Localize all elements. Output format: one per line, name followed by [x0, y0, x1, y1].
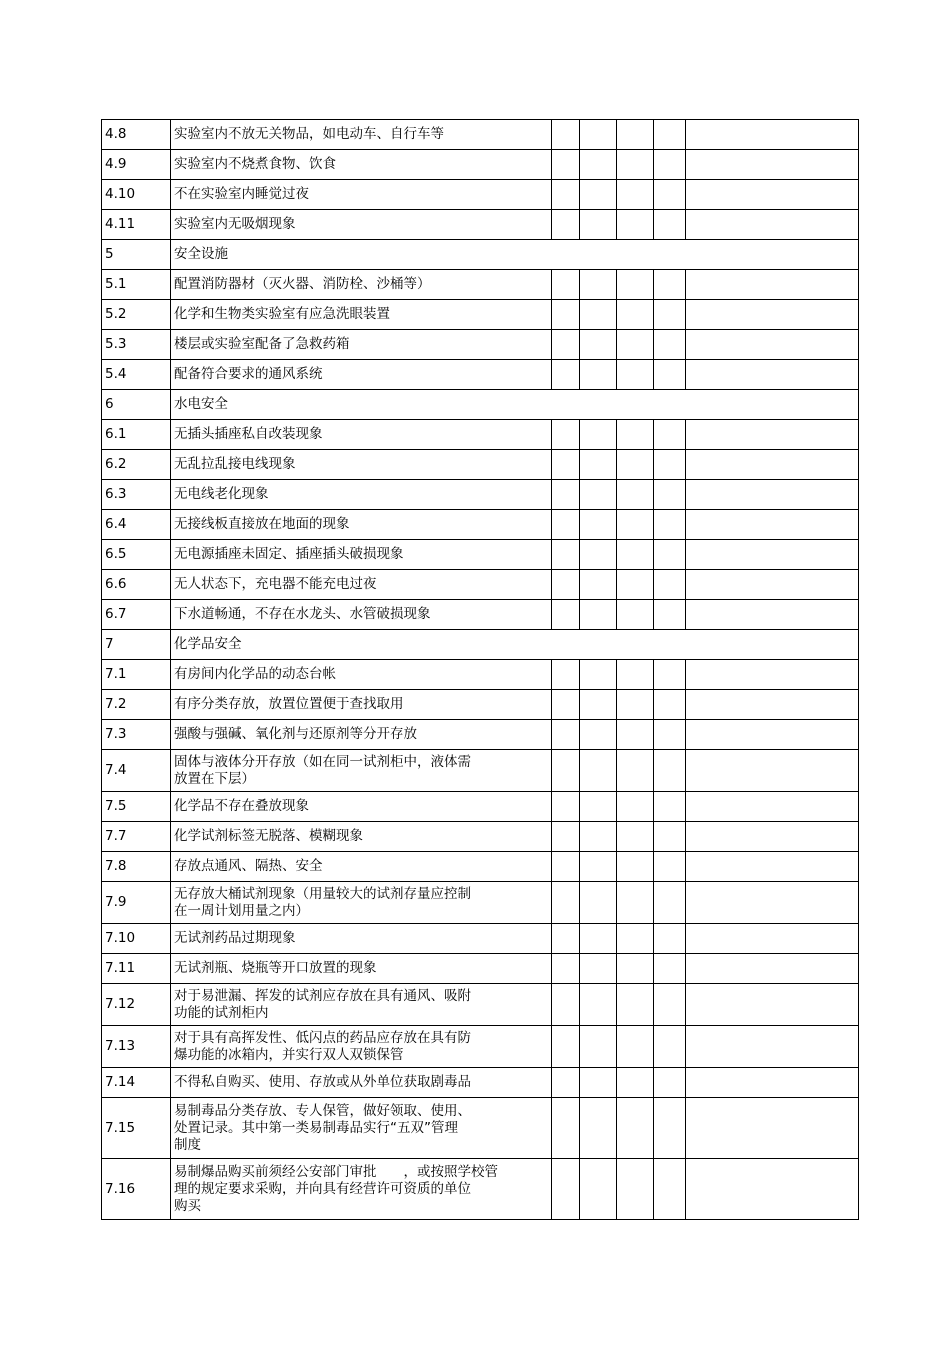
check-cell-3[interactable]: [617, 852, 654, 882]
item-description: [171, 330, 552, 360]
checklist-row: [102, 882, 859, 924]
item-description: [171, 510, 552, 540]
checklist-row: [102, 720, 859, 750]
item-number: 7.5: [102, 792, 171, 822]
item-description: [171, 570, 552, 600]
check-cell-4[interactable]: [654, 420, 686, 450]
item-text-line: 有序分类存放，放置位置便于查找取用: [174, 696, 404, 712]
item-number: 7.14: [102, 1068, 171, 1098]
checklist-row: [102, 792, 859, 822]
item-description: [171, 480, 552, 510]
check-cell-1[interactable]: [552, 210, 580, 240]
item-description: [171, 750, 552, 792]
check-cell-4[interactable]: [654, 1068, 686, 1098]
check-cell-4[interactable]: [654, 750, 686, 792]
checklist-row: [102, 750, 859, 792]
checklist-row: [102, 954, 859, 984]
item-text-line: 无电源插座未固定、插座插头破损现象: [174, 546, 404, 562]
item-text-line: 无电线老化现象: [174, 486, 269, 502]
item-text-line: 爆功能的冰箱内，并实行双人双锁保管: [174, 1046, 404, 1063]
checklist-row: [102, 690, 859, 720]
item-description: [171, 954, 552, 984]
check-cell-3[interactable]: [617, 924, 654, 954]
checklist-row: [102, 570, 859, 600]
checklist-row: [102, 660, 859, 690]
item-text-line: 功能的试剂柜内: [174, 1004, 269, 1021]
item-number: 6.4: [102, 510, 171, 540]
remarks-cell[interactable]: [686, 1026, 859, 1068]
check-cell-1[interactable]: [552, 690, 580, 720]
checklist-row: [102, 360, 859, 390]
check-cell-2[interactable]: [580, 924, 617, 954]
item-number: 5.2: [102, 300, 171, 330]
check-cell-1[interactable]: [552, 822, 580, 852]
item-number: 4.11: [102, 210, 171, 240]
checklist-rows: [102, 120, 859, 1220]
check-cell-2[interactable]: [580, 750, 617, 792]
check-cell-1[interactable]: [552, 360, 580, 390]
item-description: [171, 360, 552, 390]
item-number: 7.1: [102, 660, 171, 690]
check-cell-4[interactable]: [654, 540, 686, 570]
check-cell-1[interactable]: [552, 1098, 580, 1159]
check-cell-1[interactable]: [552, 330, 580, 360]
check-cell-3[interactable]: [617, 510, 654, 540]
check-cell-2[interactable]: [580, 1068, 617, 1098]
checklist-row: [102, 300, 859, 330]
check-cell-2[interactable]: [580, 600, 617, 630]
remarks-cell[interactable]: [686, 510, 859, 540]
check-cell-3[interactable]: [617, 120, 654, 150]
item-description: [171, 180, 552, 210]
check-cell-3[interactable]: [617, 1159, 654, 1220]
item-text-line: 对于易泄漏、挥发的试剂应存放在具有通风、吸附: [174, 987, 471, 1004]
item-description: [171, 540, 552, 570]
item-text-line: 购买: [174, 1197, 201, 1214]
remarks-cell[interactable]: [686, 882, 859, 924]
item-text-line: 对于具有高挥发性、低闪点的药品应存放在具有防: [174, 1029, 471, 1046]
check-cell-1[interactable]: [552, 792, 580, 822]
check-cell-3[interactable]: [617, 1026, 654, 1068]
check-cell-3[interactable]: [617, 300, 654, 330]
item-number: 7.4: [102, 750, 171, 792]
check-cell-4[interactable]: [654, 450, 686, 480]
section-row: [102, 630, 859, 660]
item-text-line: 固体与液体分开存放（如在同一试剂柜中，液体需: [174, 753, 471, 770]
check-cell-4[interactable]: [654, 510, 686, 540]
check-cell-3[interactable]: [617, 270, 654, 300]
check-cell-3[interactable]: [617, 882, 654, 924]
item-number: 7.16: [102, 1159, 171, 1220]
check-cell-3[interactable]: [617, 600, 654, 630]
item-number: 7.3: [102, 720, 171, 750]
check-cell-4[interactable]: [654, 1026, 686, 1068]
check-cell-2[interactable]: [580, 690, 617, 720]
item-number: 7.11: [102, 954, 171, 984]
checklist-row: [102, 330, 859, 360]
section-row: [102, 390, 859, 420]
item-number: 6.1: [102, 420, 171, 450]
check-cell-3[interactable]: [617, 540, 654, 570]
check-cell-3[interactable]: [617, 984, 654, 1026]
section-number: 6: [102, 390, 171, 420]
checklist-row: [102, 600, 859, 630]
item-number: 6.6: [102, 570, 171, 600]
remarks-cell[interactable]: [686, 1159, 859, 1220]
check-cell-2[interactable]: [580, 360, 617, 390]
item-text-line: 无存放大桶试剂现象（用量较大的试剂存量应控制: [174, 885, 471, 902]
item-number: 7.7: [102, 822, 171, 852]
item-text-line: 安全设施: [174, 246, 228, 262]
check-cell-1[interactable]: [552, 600, 580, 630]
check-cell-4[interactable]: [654, 480, 686, 510]
item-number: 4.10: [102, 180, 171, 210]
remarks-cell[interactable]: [686, 852, 859, 882]
check-cell-4[interactable]: [654, 600, 686, 630]
remarks-cell[interactable]: [686, 822, 859, 852]
remarks-cell[interactable]: [686, 1068, 859, 1098]
remarks-cell[interactable]: [686, 540, 859, 570]
checklist-row: [102, 984, 859, 1026]
item-text-line: 强酸与强碱、氧化剂与还原剂等分开存放: [174, 726, 417, 742]
check-cell-1[interactable]: [552, 270, 580, 300]
check-cell-2[interactable]: [580, 570, 617, 600]
checklist-row: [102, 270, 859, 300]
check-cell-3[interactable]: [617, 720, 654, 750]
item-description: [171, 120, 552, 150]
remarks-cell[interactable]: [686, 750, 859, 792]
check-cell-1[interactable]: [552, 510, 580, 540]
item-description: [171, 852, 552, 882]
item-text-line: 配备符合要求的通风系统: [174, 366, 323, 382]
item-text-line: 楼层或实验室配备了急救药箱: [174, 336, 350, 352]
item-text-line: 化学品不存在叠放现象: [174, 798, 309, 814]
item-description: [171, 1098, 552, 1159]
item-description: [171, 822, 552, 852]
item-text-line: 无乱拉乱接电线现象: [174, 456, 296, 472]
check-cell-1[interactable]: [552, 540, 580, 570]
check-cell-2[interactable]: [580, 852, 617, 882]
check-cell-1[interactable]: [552, 1068, 580, 1098]
check-cell-1[interactable]: [552, 720, 580, 750]
check-cell-1[interactable]: [552, 750, 580, 792]
item-number: 7.13: [102, 1026, 171, 1068]
item-text-line: 在一周计划用量之内）: [174, 902, 309, 919]
item-number: 5.3: [102, 330, 171, 360]
check-cell-1[interactable]: [552, 570, 580, 600]
checklist-row: [102, 540, 859, 570]
item-text-line: 有房间内化学品的动态台帐: [174, 666, 336, 682]
check-cell-2[interactable]: [580, 210, 617, 240]
remarks-cell[interactable]: [686, 420, 859, 450]
check-cell-4[interactable]: [654, 120, 686, 150]
check-cell-3[interactable]: [617, 570, 654, 600]
checklist-row: [102, 1159, 859, 1220]
check-cell-3[interactable]: [617, 420, 654, 450]
item-text-line: 无人状态下，充电器不能充电过夜: [174, 576, 377, 592]
check-cell-3[interactable]: [617, 1098, 654, 1159]
check-cell-1[interactable]: [552, 180, 580, 210]
item-text-line: 化学和生物类实验室有应急洗眼装置: [174, 306, 390, 322]
check-cell-4[interactable]: [654, 570, 686, 600]
check-cell-4[interactable]: [654, 1159, 686, 1220]
check-cell-1[interactable]: [552, 120, 580, 150]
check-cell-1[interactable]: [552, 984, 580, 1026]
check-cell-4[interactable]: [654, 270, 686, 300]
check-cell-2[interactable]: [580, 1026, 617, 1068]
remarks-cell[interactable]: [686, 300, 859, 330]
item-text-line: 易制毒品分类存放、专人保管，做好领取、使用、: [174, 1102, 471, 1119]
item-text-line: 理的规定要求采购，并向具有经营许可资质的单位: [174, 1180, 471, 1197]
item-number: 6.7: [102, 600, 171, 630]
item-description: [171, 600, 552, 630]
item-text-line: 无试剂瓶、烧瓶等开口放置的现象: [174, 960, 377, 976]
check-cell-1[interactable]: [552, 660, 580, 690]
check-cell-2[interactable]: [580, 480, 617, 510]
check-cell-2[interactable]: [580, 330, 617, 360]
item-description: [171, 1159, 552, 1220]
check-cell-4[interactable]: [654, 984, 686, 1026]
check-cell-1[interactable]: [552, 1159, 580, 1220]
item-text-line: 水电安全: [174, 396, 228, 412]
checklist-row: [102, 510, 859, 540]
item-description: [171, 1026, 552, 1068]
check-cell-1[interactable]: [552, 450, 580, 480]
item-number: 7.12: [102, 984, 171, 1026]
check-cell-2[interactable]: [580, 792, 617, 822]
checklist-row: [102, 150, 859, 180]
check-cell-2[interactable]: [580, 420, 617, 450]
check-cell-3[interactable]: [617, 690, 654, 720]
checklist-row: [102, 210, 859, 240]
remarks-cell[interactable]: [686, 330, 859, 360]
item-number: 4.9: [102, 150, 171, 180]
check-cell-3[interactable]: [617, 792, 654, 822]
check-cell-2[interactable]: [580, 540, 617, 570]
inspection-checklist-table: [101, 119, 859, 1220]
check-cell-3[interactable]: [617, 180, 654, 210]
check-cell-2[interactable]: [580, 270, 617, 300]
check-cell-1[interactable]: [552, 420, 580, 450]
item-description: [171, 984, 552, 1026]
checklist-row: [102, 852, 859, 882]
check-cell-2[interactable]: [580, 1098, 617, 1159]
check-cell-1[interactable]: [552, 882, 580, 924]
remarks-cell[interactable]: [686, 792, 859, 822]
item-number: 5.4: [102, 360, 171, 390]
item-text-line: 实验室内无吸烟现象: [174, 216, 296, 232]
item-text-line: 化学试剂标签无脱落、模糊现象: [174, 828, 363, 844]
check-cell-2[interactable]: [580, 180, 617, 210]
check-cell-4[interactable]: [654, 660, 686, 690]
check-cell-3[interactable]: [617, 480, 654, 510]
item-description: [171, 150, 552, 180]
item-description: [171, 660, 552, 690]
item-description: [171, 720, 552, 750]
item-text-line: 制度: [174, 1136, 201, 1153]
check-cell-3[interactable]: [617, 1068, 654, 1098]
check-cell-3[interactable]: [617, 150, 654, 180]
item-description: [171, 300, 552, 330]
item-text-line: 无试剂药品过期现象: [174, 930, 296, 946]
item-description: [171, 450, 552, 480]
checklist-row: [102, 420, 859, 450]
check-cell-2[interactable]: [580, 120, 617, 150]
item-text-line: 易制爆品购买前须经公安部门审批 ，或按照学校管: [174, 1163, 498, 1180]
check-cell-4[interactable]: [654, 924, 686, 954]
check-cell-4[interactable]: [654, 300, 686, 330]
check-cell-1[interactable]: [552, 954, 580, 984]
check-cell-3[interactable]: [617, 822, 654, 852]
item-description: [171, 924, 552, 954]
remarks-cell[interactable]: [686, 450, 859, 480]
check-cell-2[interactable]: [580, 822, 617, 852]
remarks-cell[interactable]: [686, 954, 859, 984]
check-cell-4[interactable]: [654, 1098, 686, 1159]
check-cell-2[interactable]: [580, 300, 617, 330]
check-cell-3[interactable]: [617, 660, 654, 690]
remarks-cell[interactable]: [686, 720, 859, 750]
remarks-cell[interactable]: [686, 1098, 859, 1159]
item-description: [171, 792, 552, 822]
check-cell-3[interactable]: [617, 210, 654, 240]
item-description: [171, 420, 552, 450]
item-text-line: 无接线板直接放在地面的现象: [174, 516, 350, 532]
checklist-row: [102, 120, 859, 150]
remarks-cell[interactable]: [686, 984, 859, 1026]
item-number: 7.8: [102, 852, 171, 882]
check-cell-1[interactable]: [552, 852, 580, 882]
check-cell-3[interactable]: [617, 954, 654, 984]
item-text-line: 下水道畅通，不存在水龙头、水管破损现象: [174, 606, 431, 622]
item-number: 6.2: [102, 450, 171, 480]
item-text-line: 放置在下层）: [174, 770, 255, 787]
check-cell-4[interactable]: [654, 822, 686, 852]
section-title: [171, 240, 859, 270]
checklist-row: [102, 180, 859, 210]
item-number: 4.8: [102, 120, 171, 150]
item-number: 5.1: [102, 270, 171, 300]
item-text-line: 不在实验室内睡觉过夜: [174, 186, 309, 202]
check-cell-4[interactable]: [654, 360, 686, 390]
item-description: [171, 210, 552, 240]
item-text-line: 实验室内不烧煮食物、饮食: [174, 156, 336, 172]
check-cell-1[interactable]: [552, 150, 580, 180]
item-text-line: 无插头插座私自改装现象: [174, 426, 323, 442]
remarks-cell[interactable]: [686, 150, 859, 180]
remarks-cell[interactable]: [686, 120, 859, 150]
checklist-row: [102, 480, 859, 510]
item-number: 6.3: [102, 480, 171, 510]
section-title: [171, 390, 859, 420]
check-cell-2[interactable]: [580, 660, 617, 690]
check-cell-4[interactable]: [654, 852, 686, 882]
item-number: 7.10: [102, 924, 171, 954]
check-cell-3[interactable]: [617, 750, 654, 792]
check-cell-4[interactable]: [654, 690, 686, 720]
check-cell-2[interactable]: [580, 954, 617, 984]
section-title: [171, 630, 859, 660]
check-cell-4[interactable]: [654, 792, 686, 822]
check-cell-1[interactable]: [552, 300, 580, 330]
check-cell-2[interactable]: [580, 1159, 617, 1220]
remarks-cell[interactable]: [686, 924, 859, 954]
check-cell-2[interactable]: [580, 450, 617, 480]
check-cell-4[interactable]: [654, 210, 686, 240]
check-cell-4[interactable]: [654, 150, 686, 180]
remarks-cell[interactable]: [686, 570, 859, 600]
check-cell-2[interactable]: [580, 720, 617, 750]
item-text-line: 不得私自购买、使用、存放或从外单位获取剧毒品: [174, 1074, 471, 1090]
check-cell-4[interactable]: [654, 330, 686, 360]
check-cell-1[interactable]: [552, 1026, 580, 1068]
check-cell-3[interactable]: [617, 450, 654, 480]
remarks-cell[interactable]: [686, 600, 859, 630]
remarks-cell[interactable]: [686, 270, 859, 300]
item-number: 7.15: [102, 1098, 171, 1159]
item-text-line: 处置记录。其中第一类易制毒品实行“五双”管理: [174, 1119, 458, 1136]
item-text-line: 实验室内不放无关物品，如电动车、自行车等: [174, 126, 444, 142]
check-cell-4[interactable]: [654, 954, 686, 984]
checklist-row: [102, 1026, 859, 1068]
check-cell-4[interactable]: [654, 720, 686, 750]
item-description: [171, 270, 552, 300]
check-cell-1[interactable]: [552, 480, 580, 510]
checklist-row: [102, 822, 859, 852]
item-number: 7.9: [102, 882, 171, 924]
item-number: 6.5: [102, 540, 171, 570]
check-cell-1[interactable]: [552, 924, 580, 954]
item-description: [171, 690, 552, 720]
checklist-row: [102, 450, 859, 480]
remarks-cell[interactable]: [686, 690, 859, 720]
section-number: 7: [102, 630, 171, 660]
check-cell-2[interactable]: [580, 882, 617, 924]
remarks-cell[interactable]: [686, 210, 859, 240]
remarks-cell[interactable]: [686, 360, 859, 390]
checklist-row: [102, 1068, 859, 1098]
checklist-row: [102, 1098, 859, 1159]
item-text-line: 化学品安全: [174, 636, 242, 652]
section-row: [102, 240, 859, 270]
section-number: 5: [102, 240, 171, 270]
check-cell-4[interactable]: [654, 180, 686, 210]
checklist-row: [102, 924, 859, 954]
item-description: [171, 882, 552, 924]
remarks-cell[interactable]: [686, 180, 859, 210]
check-cell-4[interactable]: [654, 882, 686, 924]
item-description: [171, 1068, 552, 1098]
item-number: 7.2: [102, 690, 171, 720]
item-text-line: 配置消防器材（灭火器、消防栓、沙桶等）: [174, 276, 431, 292]
check-cell-2[interactable]: [580, 510, 617, 540]
check-cell-3[interactable]: [617, 330, 654, 360]
remarks-cell[interactable]: [686, 660, 859, 690]
remarks-cell[interactable]: [686, 480, 859, 510]
check-cell-3[interactable]: [617, 360, 654, 390]
check-cell-2[interactable]: [580, 984, 617, 1026]
item-text-line: 存放点通风、隔热、安全: [174, 858, 323, 874]
check-cell-2[interactable]: [580, 150, 617, 180]
